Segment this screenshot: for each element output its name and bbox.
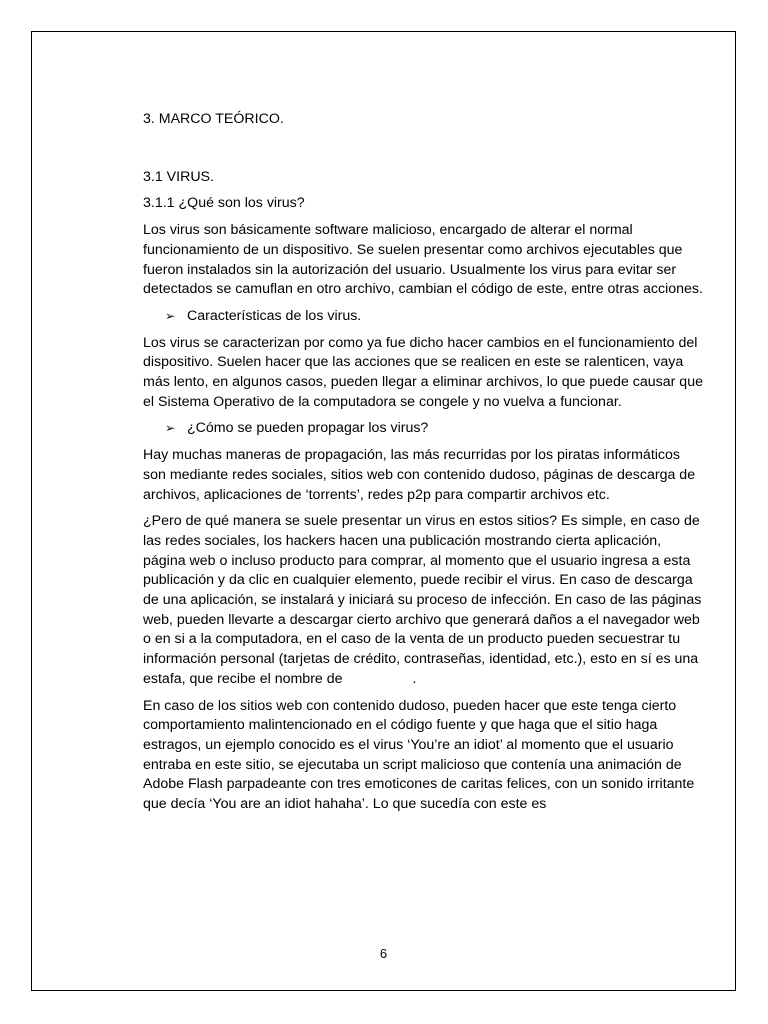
paragraph-presentation-end: . [412,670,417,687]
heading-marco-teorico: 3. MARCO TEÓRICO. [143,111,284,127]
document-page [31,31,736,991]
page-number: 6 [379,946,388,961]
arrowhead-bullet-icon: ➢ [165,308,176,323]
bullet-propagacion-label: ¿Cómo se pueden propagar los virus? [187,420,429,437]
arrowhead-bullet-icon: ➢ [165,421,176,436]
paragraph-presentation-text: ¿Pero de qué manera se suele presentar un virus en estos sitios? Es simple, en caso de las redes sociales, los hackers hacen una publicación mostrando cierta aplicación, página web o incluso producto para comprar, al momento que el usuario ingresa a esta publicación y da clic en cualquier elemento, puede recibir el virus. En caso de descarga de una aplicación, se instalará y iniciará su proceso de infección. En caso de las páginas web, pueden llevarte a descargar cierto archivo que generará daños a el navegador web o en si a la computadora, en el caso de la venta de un producto pueden secuestrar tu información personal (tarjetas de crédito, contraseñas, identidad, etc.), esto en sí es una estafa, que recibe el nombre de [143,513,702,687]
heading-virus: 3.1 VIRUS. [143,168,214,185]
heading-que-son-los-virus: 3.1.1 ¿Qué son los virus? [143,195,305,212]
bullet-caracteristicas-label: Características de los virus. [187,307,362,324]
paragraph-definition: Los virus son básicamente software malicioso, encargado de alterar el normal funcionamiento de un dispositivo. Se suelen presentar como archivos ejecutables que fueron instalados sin la autorización del usuario. Usualmente los virus para evitar ser detectados se camuflan en otro archivo, cambian el código de este, entre otras acciones. [143,222,703,298]
paragraph-dubious-sites: En caso de los sitios web con contenido dudoso, pueden hacer que este tenga cierto comportamiento malintencionado en el código fuente y que haga que el sitio haga estragos, un ejemplo conocido es el virus ‘You’re an idiot’ al momento que el usuario entraba en este sitio, se ejecutaba un script malicioso que contenía una animación de Adobe Flash parpadeante con tres emoticones de caritas felices, con un sonido irritante que decía ‘You are an idiot hahaha’. Lo que sucedía con este es [143,697,695,813]
paragraph-characteristics: Los virus se caracterizan por como ya fue dicho hacer cambios en el funcionamiento del dispositivo. Suelen hacer que las acciones que se realicen en este se ralenticen, vaya más lento, en algunos casos, pueden llegar a eliminar archivos, lo que puede causar que el Sistema Operativo de la computadora se congele y no vuelva a funcionar. [143,334,703,410]
paragraph-presentation [143,512,703,689]
bullet-caracteristicas [165,307,703,327]
bullet-propagacion [165,419,703,439]
page-content [143,110,703,822]
paragraph-propagation: Hay muchas maneras de propagación, las más recurridas por los piratas informáticos son mediante redes sociales, sitios web con contenido dudoso, páginas de descarga de archivos, aplicaciones de ‘torrents’, redes p2p para compartir archivos etc. [143,447,696,503]
